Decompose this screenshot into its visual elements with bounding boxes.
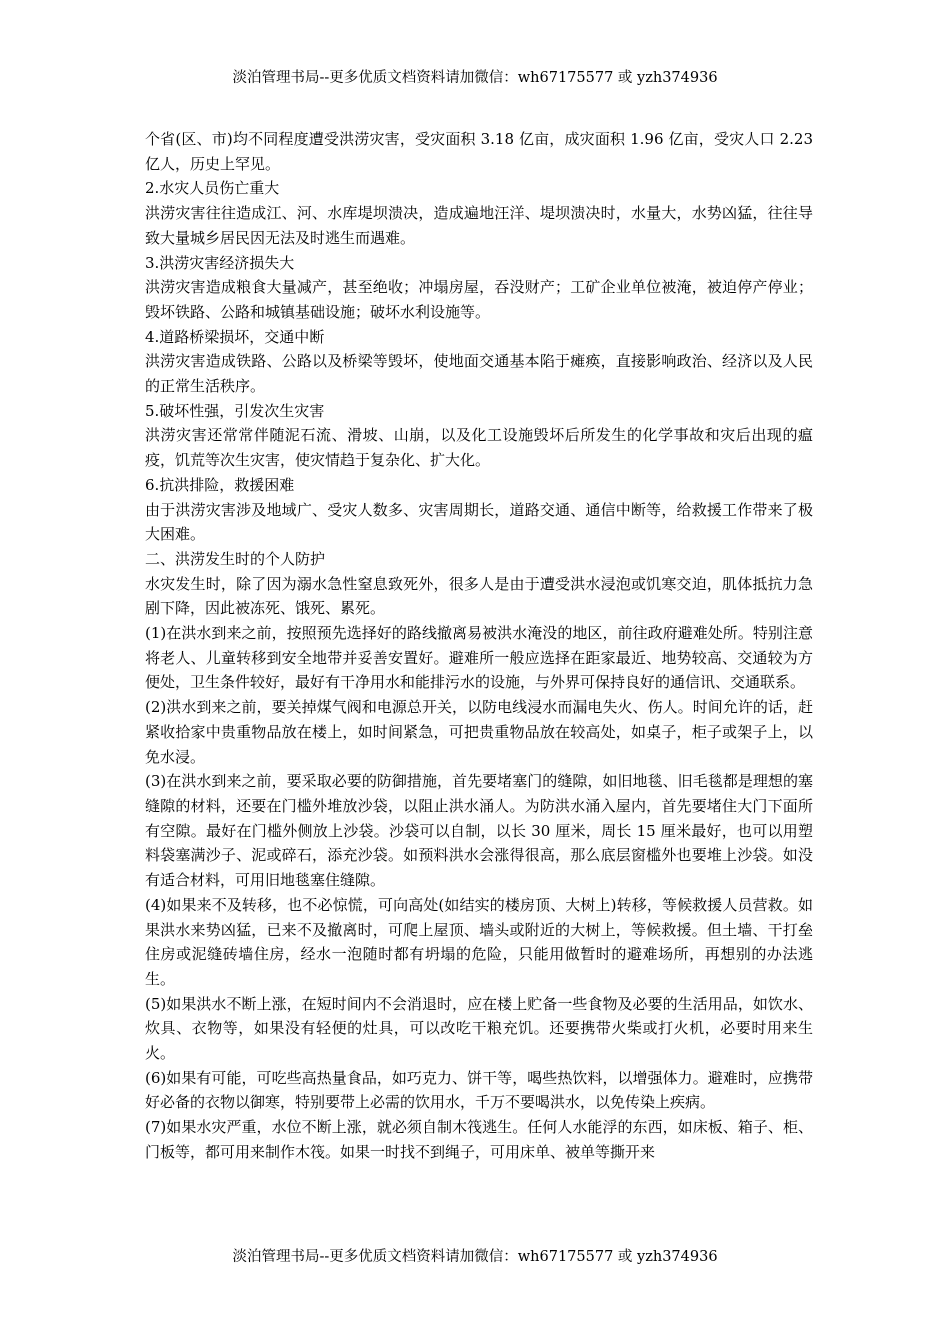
list-item: (1)在洪水到来之前，按照预先选择好的路线撤离易被洪水淹没的地区，前往政府避难处所。特别注意将老人、儿童转移到安全地带并妥善安置好。避难所一般应选择在距家最近、地势较高、交通较为方便处，卫生条件较好，最好有干净用水和能排污水的设施，与外界可保持良好的通信讯、交通联系。	[145, 624, 813, 692]
section-heading: 6.抗洪排险，救援困难	[145, 475, 295, 494]
list-item: (2)洪水到来之前，要关掉煤气阀和电源总开关，以防电线浸水而漏电失火、伤人。时间允许的话，赶紧收拾家中贵重物品放在楼上，如时间紧急，可把贵重物品放在较高处，如桌子，柜子或架子上，以免水浸。	[145, 698, 813, 766]
section-heading: 2.水灾人员伤亡重大	[145, 179, 280, 198]
paragraph: 洪涝灾害往往造成江、河、水库堤坝溃决，造成遍地汪洋、堤坝溃决时，水量大，水势凶猛，往往导致大量城乡居民因无法及时逃生而遇难。	[145, 204, 813, 247]
paragraph: 由于洪涝灾害涉及地域广、受灾人数多、灾害周期长，道路交通、通信中断等，给救援工作带来了极大困难。	[145, 500, 813, 544]
section-heading: 5.破坏性强，引发次生灾害	[145, 401, 325, 420]
section-heading: 二、洪涝发生时的个人防护	[145, 549, 326, 568]
list-item: (4)如果来不及转移，也不必惊慌，可向高处(如结实的楼房顶、大树上)转移，等候救援人员营救。如果洪水来势凶猛，已来不及撤离时，可爬上屋顶、墙头或附近的大树上，等候救援。但土墙、干打垒住房或泥缝砖墙住房，经水一泡随时都有坍塌的危险，只能用做暂时的避难场所，再想别的办法逃生。	[145, 895, 813, 988]
paragraph: 个省(区、市)均不同程度遭受洪涝灾害，受灾面积 3.18 亿亩，成灾面积 1.96 亿亩，受灾人口 2.23 亿人，历史上罕见。	[145, 130, 813, 173]
list-item: (6)如果有可能，可吃些高热量食品，如巧克力、饼干等，喝些热饮料，以增强体力。避难时，应携带好必备的衣物以御寒，特别要带上必需的饮用水，千万不要喝洪水，以免传染上疾病。	[145, 1068, 813, 1112]
section-heading: 4.道路桥梁损坏，交通中断	[145, 327, 325, 346]
paragraph: 洪涝灾害造成粮食大量减产，甚至绝收；冲塌房屋，吞没财产；工矿企业单位被淹，被迫停产停业；毁坏铁路、公路和城镇基础设施；破坏水利设施等。	[145, 278, 813, 321]
paragraph: 洪涝灾害还常常伴随泥石流、滑坡、山崩，以及化工设施毁坏后所发生的化学事故和灾后出现的瘟疫，饥荒等次生灾害，使灾情趋于复杂化、扩大化。	[145, 426, 813, 470]
document-body	[145, 127, 813, 1165]
paragraph: 水灾发生时，除了因为溺水急性窒息致死外，很多人是由于遭受洪水浸泡或饥寒交迫，肌体抵抗力急剧下降，因此被冻死、饿死、累死。	[145, 574, 813, 618]
section-heading: 3.洪涝灾害经济损失大	[145, 253, 295, 272]
list-item: (7)如果水灾严重，水位不断上涨，就必须自制木筏逃生。任何人水能浮的东西，如床板、箱子、柜、门板等，都可用来制作木筏。如果一时找不到绳子，可用床单、被单等撕开来	[145, 1118, 813, 1161]
list-item: (5)如果洪水不断上涨，在短时间内不会消退时，应在楼上贮备一些食物及必要的生活用品，如饮水、炊具、衣物等，如果没有轻便的灶具，可以改吃干粮充饥。还要携带火柴或打火机，必要时用来生火。	[145, 994, 813, 1063]
list-item: (3)在洪水到来之前，要采取必要的防御措施，首先要堵塞门的缝隙，如旧地毯、旧毛毯都是理想的塞缝隙的材料，还要在门槛外堆放沙袋，以阻止洪水涌人。为防洪水涌入屋内，首先要堵住大门下面所有空隙。最好在门槛外侧放上沙袋。沙袋可以自制，以长 30 厘米，周长 15 厘米最好，也可以用塑料袋塞满沙子、泥或碎石，添充沙袋。如预料洪水会涨得很高，那么底层窗槛外也要堆上沙袋。如没有适合材料，可用旧地毯塞住缝隙。	[145, 772, 813, 890]
paragraph: 洪涝灾害造成铁路、公路以及桥梁等毁坏，使地面交通基本陷于瘫痪，直接影响政治、经济以及人民的正常生活秩序。	[145, 352, 813, 396]
page-header: 淡泊管理书局--更多优质文档资料请加微信：wh67175577 或 yzh374936	[232, 70, 718, 86]
page-footer: 淡泊管理书局--更多优质文档资料请加微信：wh67175577 或 yzh374936	[232, 1249, 718, 1265]
